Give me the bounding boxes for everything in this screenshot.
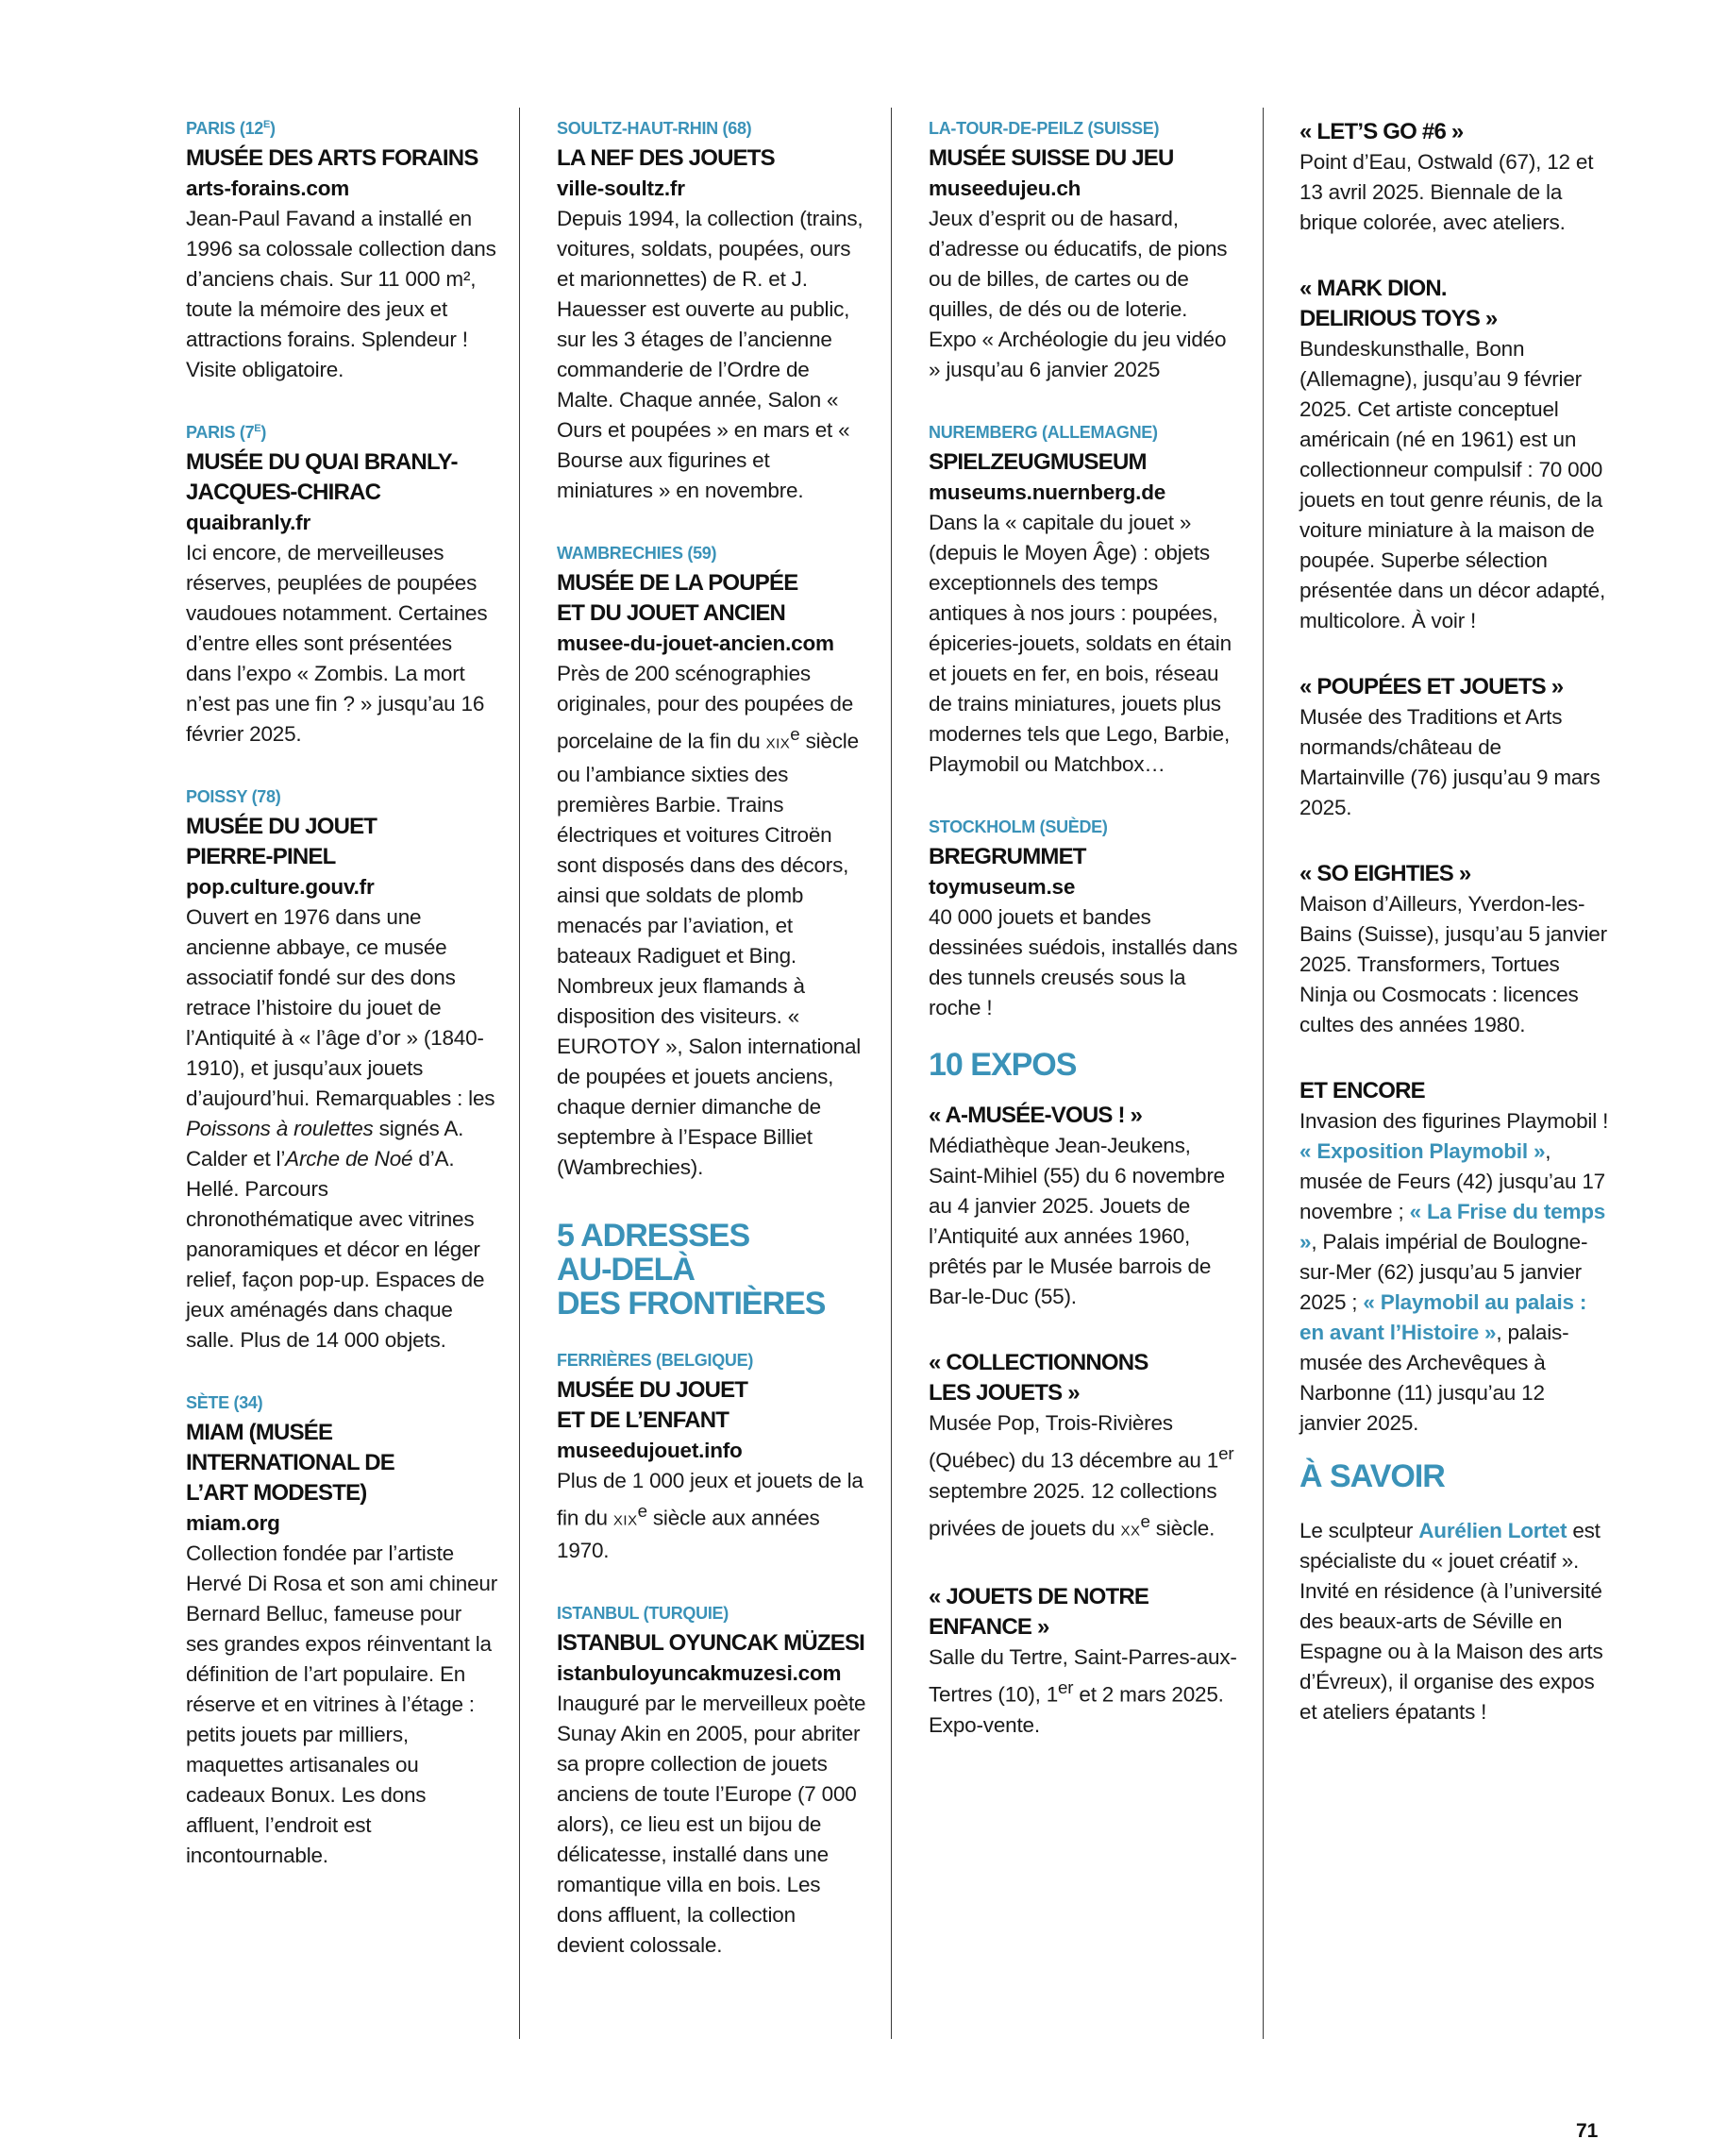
expo-description: Maison d’Ailleurs, Yverdon-les-Bains (Suisse), jusqu’au 5 janvier 2025. Transformers, Tortues Ninja ou Cosmocats : licences cultes des années 1980. [1299,892,1607,1036]
expo-description: Point d’Eau, Ostwald (67), 12 et 13 avril 2025. Biennale de la brique colorée, avec ateliers. [1299,150,1594,234]
column-divider [891,108,892,2039]
museum-name: LA NEF DES JOUETS [557,145,775,171]
museum-entry [186,1391,497,1871]
expo-name: « MARK DION. DELIRIOUS TOYS » [1299,276,1498,331]
museum-url[interactable]: museedujouet.info [557,1438,743,1462]
museum-entry [557,542,868,1183]
location-label: STOCKHOLM (SUÈDE) [929,817,1108,836]
museum-description: Inauguré par le merveilleux poète Sunay Akin en 2005, pour abriter sa propre collection de jouets anciens de toute l’Europe (7 000 alors), ce lieu est un bijou de délicatesse, installé dans une romantique villa en bois. Les dons affluent, la collection devient colossale. [557,1692,866,1957]
highlight-link[interactable]: « Playmobil au palais : en avant l’Histoire » [1299,1290,1587,1344]
museum-description: Jeux d’esprit ou de hasard, d’adresse ou éducatifs, de pions ou de billes, de cartes ou de quilles, de dés ou de loterie. Expo « Archéologie du jeu vidéo » jusqu’au 6 janvier 2025 [929,207,1228,381]
expo-description: Invasion des figurines Playmobil ! « Exposition Playmobil », musée de Feurs (42) jusqu’au 17 novembre ; « La Frise du temps », Palais impérial de Boulogne-sur-Mer (62) jusqu’au 5 janvier 2025 ; « Playmobil au palais : en avant l’Histoire », palais-musée des Archevêques à Narbonne (11) jusqu’au 12 janvier 2025. [1299,1109,1609,1435]
museum-description: Ouvert en 1976 dans une ancienne abbaye, ce musée associatif fondé sur des dons retrace l’histoire du jouet de l’Antiquité à « l’âge d’or » (1840-1910), et jusqu’aux jouets d’aujourd’hui. Remarquables : les Poissons à roulettes signés A. Calder et l’Arche de Noé d’A. Hellé. Parcours chronothématique avec vitrines panoramiques et décor en léger relief, façon pop-up. Espaces de jeux aménagés dans chaque salle. Plus de 14 000 objets. [186,905,495,1352]
museum-url[interactable]: ville-soultz.fr [557,177,685,200]
location-label: FERRIÈRES (BELGIQUE) [557,1350,754,1370]
museum-name: MUSÉE DU JOUET PIERRE-PINEL [186,814,377,869]
section-title: À SAVOIR [1299,1458,1445,1494]
expo-entry [929,1101,1240,1312]
location-label: SOULTZ-HAUT-RHIN (68) [557,119,752,138]
museum-url[interactable]: istanbuloyuncakmuzesi.com [557,1661,842,1685]
expo-name: « JOUETS DE NOTRE ENFANCE » [929,1584,1149,1640]
museum-name: SPIELZEUGMUSEUM [929,449,1147,475]
section-title: 5 ADRESSES AU-DELÀ DES FRONTIÈRES [557,1217,826,1322]
location-label: LA-TOUR-DE-PEILZ (SUISSE) [929,119,1160,138]
museum-description: Près de 200 scénographies originales, pour des poupées de porcelaine de la fin du XIXe siècle ou l’ambiance sixties des premières Barbie. Trains électriques et voitures Citroën sont disposés dans des décors, ainsi que soldats de plomb menacés par l’aviation, et bateaux Radiguet et Bing. Nombreux jeux flamands à disposition des visiteurs. « EUROTOY », Salon international de poupées et jouets anciens, chaque dernier dimanche de septembre à l’Espace Billiet (Wambrechies). [557,662,862,1179]
museum-description: Depuis 1994, la collection (trains, voitures, soldats, poupées, ours et marionnettes) de R. et J. Hauesser est ouverte au public, sur les 3 étages de l’ancienne commanderie de l’Ordre de Malte. Chaque année, Salon « Ours et poupées » en mars et « Bourse aux figurines et miniatures » en novembre. [557,207,863,502]
expo-description: Salle du Tertre, Saint-Parres-aux-Tertres (10), 1er et 2 mars 2025. Expo-vente. [929,1645,1237,1737]
museum-name: MUSÉE SUISSE DU JEU [929,145,1174,171]
expo-description: Musée Pop, Trois-Rivières (Québec) du 13 décembre au 1er septembre 2025. 12 collections privées de jouets du XXe siècle. [929,1411,1234,1540]
expo-name: « SO EIGHTIES » [1299,861,1471,886]
expo-entry [1299,274,1611,636]
savoir-text: Le sculpteur Aurélien Lortet est spécialiste du « jouet créatif ». Invité en résidence (à l’université des beaux-arts de Séville en Espagne ou à la Maison des arts d’Évreux), il organise des expos et ateliers épatants ! [1299,1519,1603,1724]
museum-name: MIAM (MUSÉE INTERNATIONAL DE L’ART MODESTE) [186,1420,394,1506]
expo-entry [929,1582,1240,1741]
museum-entry [557,1602,868,1961]
location-label: PARIS $(7^E)$ [186,423,267,442]
expo-entry [1299,1076,1611,1439]
location-label: WAMBRECHIES (59) [557,544,717,563]
museum-url[interactable]: toymuseum.se [929,875,1076,899]
column-1 [186,117,497,1907]
highlight-link[interactable]: « Exposition Playmobil » [1299,1139,1546,1163]
museum-entry [557,117,868,506]
location-label: PARIS $(12^E)$ [186,119,276,138]
expo-name: ET ENCORE [1299,1078,1425,1103]
location-label: NUREMBERG (ALLEMAGNE) [929,423,1158,442]
museum-name: MUSÉE DE LA POUPÉE ET DU JOUET ANCIEN [557,570,798,626]
expo-name: « COLLECTIONNONS LES JOUETS » [929,1350,1148,1406]
section-title: 10 EXPOS [929,1047,1077,1083]
museum-entry [186,785,497,1356]
museum-description: Ici encore, de merveilleuses réserves, peuplées de poupées vaudoues notamment. Certaines d’entre elles sont présentées dans l’expo « Zombis. La mort n’est pas une fin ? » jusqu’au 16 février 2025. [186,541,488,746]
location-label: SÈTE (34) [186,1393,263,1412]
highlight-link[interactable]: « La Frise du temps » [1299,1200,1606,1254]
museum-url[interactable]: museums.nuernberg.de [929,480,1166,504]
museum-description: Collection fondée par l’artiste Hervé Di Rosa et son ami chineur Bernard Belluc, fameuse pour ses grandes expos réinventant la définition de l’art populaire. En réserve et en vitrines à l’étage : petits jouets par milliers, maquettes artisanales ou cadeaux Bonux. Les dons affluent, l’endroit est incontournable. [186,1541,497,1867]
museum-entry [186,421,497,750]
expo-entry [1299,859,1611,1040]
expo-entry [929,1348,1240,1546]
museum-name: ISTANBUL OYUNCAK MÜZESI [557,1630,865,1656]
column-2 [557,117,868,1996]
expo-entry [1299,672,1611,823]
column-divider [1263,108,1264,2039]
expo-description: Musée des Traditions et Arts normands/château de Martainville (76) jusqu’au 9 mars 2025. [1299,705,1601,819]
column-divider [519,108,520,2039]
museum-description: Dans la « capitale du jouet » (depuis le Moyen Âge) : objets exceptionnels des temps antiques à nos jours : poupées, épiceries-jouets, soldats en étain et jouets en fer, en bois, réseau de trains miniatures, jouets plus modernes tels que Lego, Barbie, Playmobil ou Matchbox… [929,511,1232,776]
museum-description: Plus de 1 000 jeux et jouets de la fin du XIXe siècle aux années 1970. [557,1468,863,1562]
museum-description: 40 000 jouets et bandes dessinées suédois, installés dans des tunnels creusés sous la roche ! [929,905,1238,1019]
museum-description: Jean-Paul Favand a installé en 1996 sa colossale collection dans d’anciens chais. Sur 11 000 m², toute la mémoire des jeux et attractions forains. Splendeur ! Visite obligatoire. [186,207,496,381]
museum-name: MUSÉE DES ARTS FORAINS [186,145,478,171]
museum-url[interactable]: miam.org [186,1511,280,1535]
museum-entry [929,421,1240,780]
museum-url[interactable]: pop.culture.gouv.fr [186,875,375,899]
expo-entry [1299,117,1611,238]
column-3 [929,117,1240,1777]
museum-url[interactable]: arts-forains.com [186,177,350,200]
museum-entry [186,117,497,385]
expo-name: « POUPÉES ET JOUETS » [1299,674,1564,699]
museum-url[interactable]: musee-du-jouet-ancien.com [557,632,834,655]
museum-name: MUSÉE DU JOUET ET DE L’ENFANT [557,1376,748,1433]
location-label: POISSY (78) [186,787,281,806]
expo-description: Médiathèque Jean-Jeukens, Saint-Mihiel (55) du 6 novembre au 4 janvier 2025. Jouets de l’Antiquité aux années 1960, prêtés par le Musée barrois de Bar-le-Duc (55). [929,1134,1225,1308]
museum-entry [557,1349,868,1567]
museum-url[interactable]: quaibranly.fr [186,511,311,534]
page-number: 71 [1576,2120,1599,2142]
expo-name: « A-MUSÉE-VOUS ! » [929,1103,1143,1128]
museum-name: BREGRUMMET [929,844,1086,869]
highlight-link[interactable]: Aurélien Lortet [1418,1519,1568,1542]
museum-name: MUSÉE DU QUAI BRANLY- JACQUES-CHIRAC [186,449,458,505]
expo-description: Bundeskunsthalle, Bonn (Allemagne), jusqu’au 9 février 2025. Cet artiste conceptuel américain (né en 1961) est un collectionneur compulsif : 70 000 jouets en tout genre réunis, de la voiture miniature à la maison de poupée. Superbe sélection présentée dans un décor adapté, multicolore. À voir ! [1299,337,1606,632]
column-4 [1299,117,1611,1727]
museum-entry [929,117,1240,385]
location-label: ISTANBUL (TURQUIE) [557,1604,729,1623]
museum-url[interactable]: museedujeu.ch [929,177,1081,200]
museum-entry [929,816,1240,1023]
expo-name: « LET’S GO #6 » [1299,119,1464,144]
